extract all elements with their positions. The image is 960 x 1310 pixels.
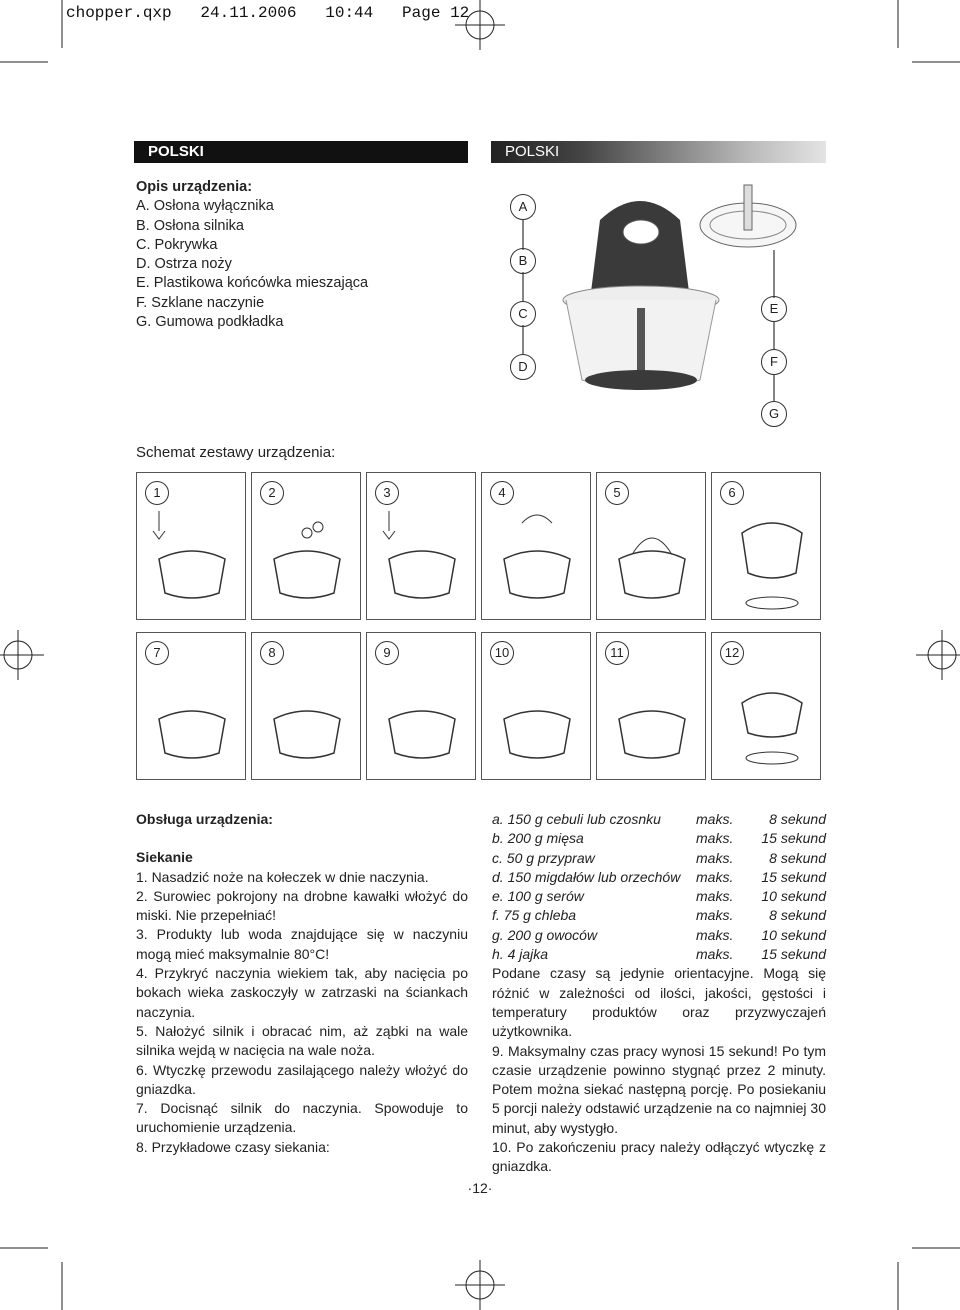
time-max: maks. — [696, 946, 734, 963]
time-value: 8 sekund — [769, 811, 826, 827]
time-item: g. 200 g owoców — [492, 926, 598, 943]
time-max: maks. — [696, 888, 734, 905]
step-number: 9 — [375, 641, 399, 665]
time-max: maks. — [696, 868, 734, 885]
header-right-text: POLSKI — [505, 143, 560, 160]
time-row — [492, 887, 826, 906]
header-left-text: POLSKI — [148, 143, 204, 160]
part-item: F. Szklane naczynie — [136, 294, 265, 311]
note-paragraph: Podane czasy są jedynie orientacyjne. Mogą się różnić w zależności od ilości, jakości, gęstości i temperatury produktów oraz przyzwyczajeń użytkownika. — [492, 965, 826, 1040]
bowl-icon — [597, 473, 707, 621]
bowl-icon — [367, 473, 477, 621]
instruction-paragraph: 3. Produkty lub woda znajdujące się w naczyniu mogą mieć maksymalnie 80°C! — [136, 926, 468, 962]
step-cell — [136, 632, 246, 780]
step-cell — [596, 472, 706, 620]
instruction-paragraph: 8. Przykładowe czasy siekania: — [136, 1138, 330, 1155]
step-number: 1 — [145, 481, 169, 505]
time-item: e. 100 g serów — [492, 888, 584, 905]
time-item: a. 150 g cebuli lub czosnku — [492, 811, 661, 827]
time-item: f. 75 g chleba — [492, 907, 577, 924]
instruction-paragraph: 1. Nasadzić noże na kołeczek w dnie naczynia. — [136, 868, 429, 885]
time-max: maks. — [696, 907, 734, 924]
part-item: B. Osłona silnika — [136, 217, 244, 234]
bowl-icon — [482, 473, 592, 621]
bowl-icon — [252, 633, 362, 781]
time-value: 15 sekund — [761, 868, 826, 885]
instruction-paragraph: 6. Wtyczkę przewodu zasilającego należy włożyć do gniazdka. — [136, 1061, 468, 1097]
bowl-icon — [712, 473, 822, 621]
bowl-icon — [137, 473, 247, 621]
step-cell — [481, 632, 591, 780]
step-cell — [711, 472, 821, 620]
label-a: A — [510, 194, 536, 220]
time-value: 8 sekund — [769, 849, 826, 866]
time-row — [492, 829, 826, 848]
time-row — [492, 849, 826, 868]
time-max: maks. — [696, 811, 734, 827]
blade-illustration — [700, 185, 796, 247]
step-cell — [251, 472, 361, 620]
step-cell — [251, 632, 361, 780]
label-b: B — [510, 248, 536, 274]
operation-subtitle: Siekanie — [136, 849, 193, 866]
label-f: F — [761, 349, 787, 375]
time-row — [492, 906, 826, 925]
instruction-paragraph: 7. Docisnąć silnik do naczynia. Spowoduje to uruchomienie urządzenia. — [136, 1100, 468, 1136]
spacer — [136, 829, 468, 848]
step-number: 2 — [260, 481, 284, 505]
bowl-icon — [597, 633, 707, 781]
time-row — [492, 868, 826, 887]
label-c: C — [510, 301, 536, 327]
assembly-title: Schemat zestawy urządzenia: — [136, 444, 336, 461]
step-number: 7 — [145, 641, 169, 665]
time-item: d. 150 migdałów lub orzechów — [492, 868, 681, 885]
step-cell — [481, 472, 591, 620]
bowl-icon — [712, 633, 822, 781]
part-item: D. Ostrza noży — [136, 256, 232, 273]
step-number: 11 — [605, 641, 629, 665]
time-row — [492, 810, 826, 829]
time-max: maks. — [696, 926, 734, 943]
instruction-paragraph: 5. Nałożyć silnik i obracać nim, aż ząbki na wale silnika wejdą w nacięcia na wale noża. — [136, 1022, 468, 1059]
part-item: G. Gumowa podkładka — [136, 314, 284, 331]
time-max: maks. — [696, 830, 734, 847]
bowl-icon — [482, 633, 592, 781]
label-d: D — [510, 354, 536, 380]
bowl-icon — [367, 633, 477, 781]
time-value: 15 sekund — [761, 830, 826, 847]
step-number: 4 — [490, 481, 514, 505]
instruction-paragraph: 4. Przykryć naczynia wiekiem tak, aby nacięcia po bokach wieka zaskoczyły w zatrzaski na ściankach naczynia. — [136, 965, 468, 1020]
step-number: 3 — [375, 481, 399, 505]
part-item: A. Osłona wyłącznika — [136, 198, 274, 215]
operation-title: Obsługa urządzenia: — [136, 811, 273, 827]
step-cell — [136, 472, 246, 620]
step-cell — [596, 632, 706, 780]
time-item: b. 200 g mięsa — [492, 830, 584, 847]
page-number: ·12· — [467, 1180, 493, 1196]
time-value: 10 sekund — [761, 888, 826, 905]
step-number: 12 — [720, 641, 744, 665]
part-item: C. Pokrywka — [136, 236, 218, 253]
operation-text — [136, 810, 468, 1157]
note-paragraph: 10. Po zakończeniu pracy należy odłączyć wtyczkę z gniazdka. — [492, 1139, 826, 1175]
step-cell — [711, 632, 821, 780]
times-text — [492, 810, 826, 1177]
step-number: 10 — [490, 641, 514, 665]
chopper-illustration — [563, 201, 719, 390]
step-number: 6 — [720, 481, 744, 505]
time-item: c. 50 g przypraw — [492, 849, 595, 866]
instruction-paragraph: 2. Surowiec pokrojony na drobne kawałki włożyć do miski. Nie przepełniać! — [136, 887, 468, 924]
step-number: 8 — [260, 641, 284, 665]
part-item: E. Plastikowa końcówka mieszająca — [136, 275, 369, 292]
time-item: h. 4 jajka — [492, 946, 549, 963]
note-paragraph: 9. Maksymalny czas pracy wynosi 15 sekund! Po tym czasie urządzenie powinno stygnąć przez 2 minuty. Potem można siekać następną porcję. Po posiekaniu 5 porcji należy odstawić urządzenie na co najmniej 30 minut, aby wystygło. — [492, 1042, 826, 1136]
bowl-icon — [252, 473, 362, 621]
time-value: 15 sekund — [761, 946, 826, 963]
parts-title: Opis urządzenia: — [136, 179, 253, 195]
time-row — [492, 926, 826, 945]
time-max: maks. — [696, 849, 734, 866]
time-row — [492, 945, 826, 964]
print-slug: chopper.qxp 24.11.2006 10:44 Page 12 — [66, 4, 470, 22]
label-g: G — [761, 401, 787, 427]
time-value: 10 sekund — [761, 926, 826, 943]
time-value: 8 sekund — [769, 907, 826, 924]
step-cell — [366, 472, 476, 620]
step-number: 5 — [605, 481, 629, 505]
step-cell — [366, 632, 476, 780]
label-e: E — [761, 296, 787, 322]
bowl-icon — [137, 633, 247, 781]
